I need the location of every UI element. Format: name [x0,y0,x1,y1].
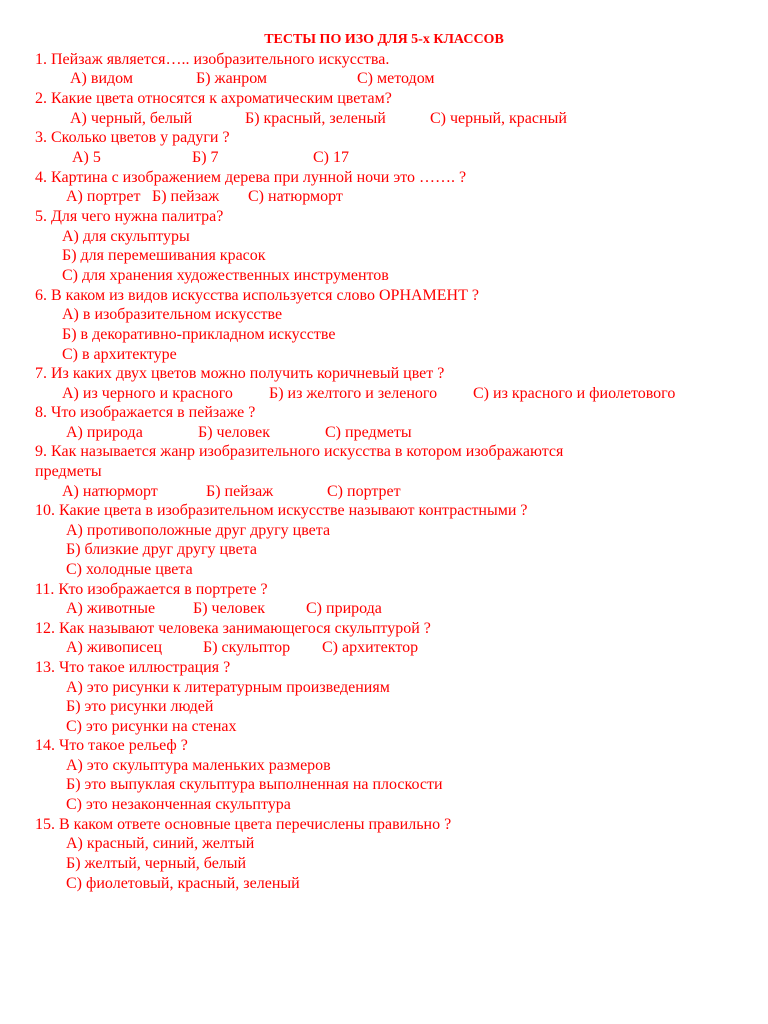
answer-option: С) из красного и фиолетового [473,385,676,402]
question-text: 9. Как называется жанр изобразительного искусства в котором изображаются [35,443,564,460]
answer-option: С) это незаконченная скульптура [66,796,291,813]
answer-option: А) это скульптура маленьких размеров [66,757,331,774]
answer-option: Б) пейзаж [152,188,220,205]
question-text: 13. Что такое иллюстрация ? [35,659,231,676]
answer-option: А) 5 [72,149,101,166]
answer-option: Б) человек [193,600,265,617]
answer-option: Б) желтый, черный, белый [66,855,247,872]
question-text: 2. Какие цвета относятся к ахроматическим цветам? [35,90,392,107]
answer-option: А) для скульптуры [62,228,190,245]
answer-option: Б) близкие друг другу цвета [66,541,257,558]
question-text: 12. Как называют человека занимающегося скульптурой ? [35,620,431,637]
answer-option: С) методом [357,70,435,87]
answer-option: А) портрет [66,188,141,205]
answer-option: Б) для перемешивания красок [62,247,266,264]
answer-option: А) живописец [66,639,163,656]
answer-option: С) предметы [325,424,412,441]
answer-option: Б) пейзаж [206,483,274,500]
question-text: 6. В каком из видов искусства используется слово ОРНАМЕНТ ? [35,287,479,304]
question-text: 14. Что такое рельеф ? [35,737,188,754]
question-text: 11. Кто изображается в портрете ? [35,581,268,598]
answer-option: Б) скульптор [203,639,291,656]
question-text: 7. Из каких двух цветов можно получить коричневый цвет ? [35,365,445,382]
answer-option: Б) это выпуклая скульптура выполненная на плоскости [66,776,443,793]
answer-option: Б) жанром [196,70,268,87]
answer-option: Б) человек [198,424,270,441]
answer-option: С) черный, красный [430,110,567,127]
question-text: 8. Что изображается в пейзаже ? [35,404,256,421]
answer-option: А) видом [70,70,133,87]
answer-option: А) в изобразительном искусстве [62,306,283,323]
answer-option: С) природа [306,600,382,617]
answer-option: А) животные [66,600,156,617]
question-text: 10. Какие цвета в изобразительном искусстве называют контрастными ? [35,502,528,519]
answer-option: А) из черного и красного [62,385,233,402]
question-text: 15. В каком ответе основные цвета перечислены правильно ? [35,816,452,833]
document-title: ТЕСТЫ ПО ИЗО ДЛЯ 5-х КЛАССОВ [264,32,504,47]
answer-option: С) в архитектуре [62,346,177,363]
answer-option: Б) 7 [192,149,219,166]
answer-option: Б) красный, зеленый [245,110,386,127]
question-text-continued: предметы [35,463,102,480]
answer-option: Б) из желтого и зеленого [269,385,438,402]
answer-option: А) красный, синий, желтый [66,835,255,852]
question-text: 5. Для чего нужна палитра? [35,208,224,225]
question-text: 3. Сколько цветов у радуги ? [35,129,230,146]
answer-option: С) натюрморт [248,188,343,205]
answer-option: С) для хранения художественных инструментов [62,267,389,284]
question-text: 1. Пейзаж является….. изобразительного искусства. [35,51,390,68]
answer-option: Б) в декоративно-прикладном искусстве [62,326,336,343]
answer-option: А) натюрморт [62,483,158,500]
answer-option: С) портрет [327,483,401,500]
answer-option: Б) это рисунки людей [66,698,214,715]
answer-option: С) архитектор [322,639,419,656]
answer-option: А) природа [66,424,143,441]
question-text: 4. Картина с изображением дерева при лунной ночи это ……. ? [35,169,467,186]
answer-option: А) черный, белый [70,110,193,127]
answer-option: С) это рисунки на стенах [66,718,237,735]
answer-option: С) холодные цвета [66,561,193,578]
answer-option: С) 17 [313,149,349,166]
answer-option: А) противоположные друг другу цвета [66,522,331,539]
answer-option: А) это рисунки к литературным произведениям [66,679,390,696]
answer-option: С) фиолетовый, красный, зеленый [66,875,300,892]
